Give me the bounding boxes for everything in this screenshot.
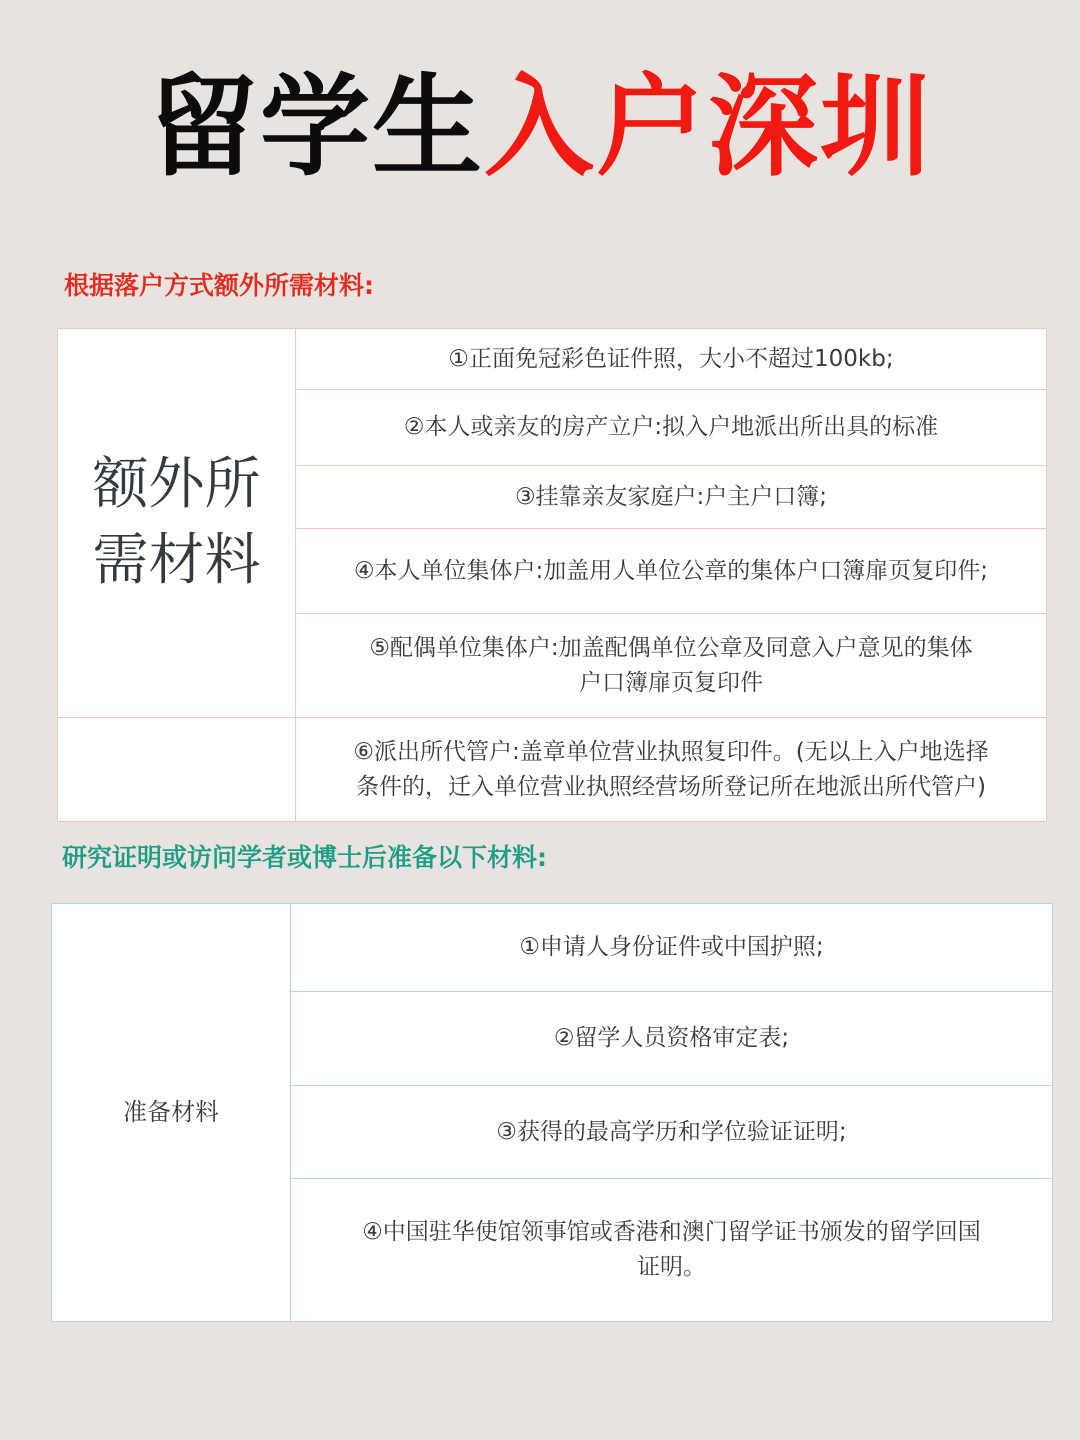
table-cell: ②本人或亲友的房产立户:拟入户地派出所出具的标准 xyxy=(296,390,1047,466)
table-row xyxy=(58,329,1047,390)
table-cell: ①申请人身份证件或中国护照; xyxy=(291,904,1053,992)
table-cell: ⑥派出所代管户:盖章单位营业执照复印件。(无以上入户地选择条件的，迁入单位营业执照经营场所登记所在地派出所代管户) xyxy=(296,718,1047,822)
table-empty-cell xyxy=(58,718,296,822)
title-part-black: 留学生 xyxy=(148,63,484,191)
table-cell: ③获得的最高学历和学位验证证明; xyxy=(291,1086,1053,1179)
section2-label: 研究证明或访问学者或博士后准备以下材料: xyxy=(62,843,547,872)
table-cell: ①正面免冠彩色证件照，大小不超过100kb; xyxy=(296,329,1047,390)
extra-materials-header: 额外所需材料 xyxy=(58,329,296,718)
table-row xyxy=(52,904,1053,992)
extra-materials-table xyxy=(57,328,1047,822)
title-part-red: 入户深圳 xyxy=(484,63,932,191)
table-row xyxy=(58,718,1047,822)
prepare-materials-header: 准备材料 xyxy=(52,904,291,1322)
table-cell: ④本人单位集体户:加盖用人单位公章的集体户口簿扉页复印件; xyxy=(296,529,1047,614)
table-cell: ④中国驻华使馆领事馆或香港和澳门留学证书颁发的留学回国证明。 xyxy=(291,1179,1053,1322)
page-title xyxy=(0,62,1080,192)
table-cell: ②留学人员资格审定表; xyxy=(291,992,1053,1086)
prepare-materials-table xyxy=(51,903,1053,1322)
section1-label: 根据落户方式额外所需材料: xyxy=(64,271,374,300)
table-cell: ⑤配偶单位集体户:加盖配偶单位公章及同意入户意见的集体户口簿扉页复印件 xyxy=(296,614,1047,718)
table-cell: ③挂靠亲友家庭户:户主户口簿; xyxy=(296,466,1047,529)
